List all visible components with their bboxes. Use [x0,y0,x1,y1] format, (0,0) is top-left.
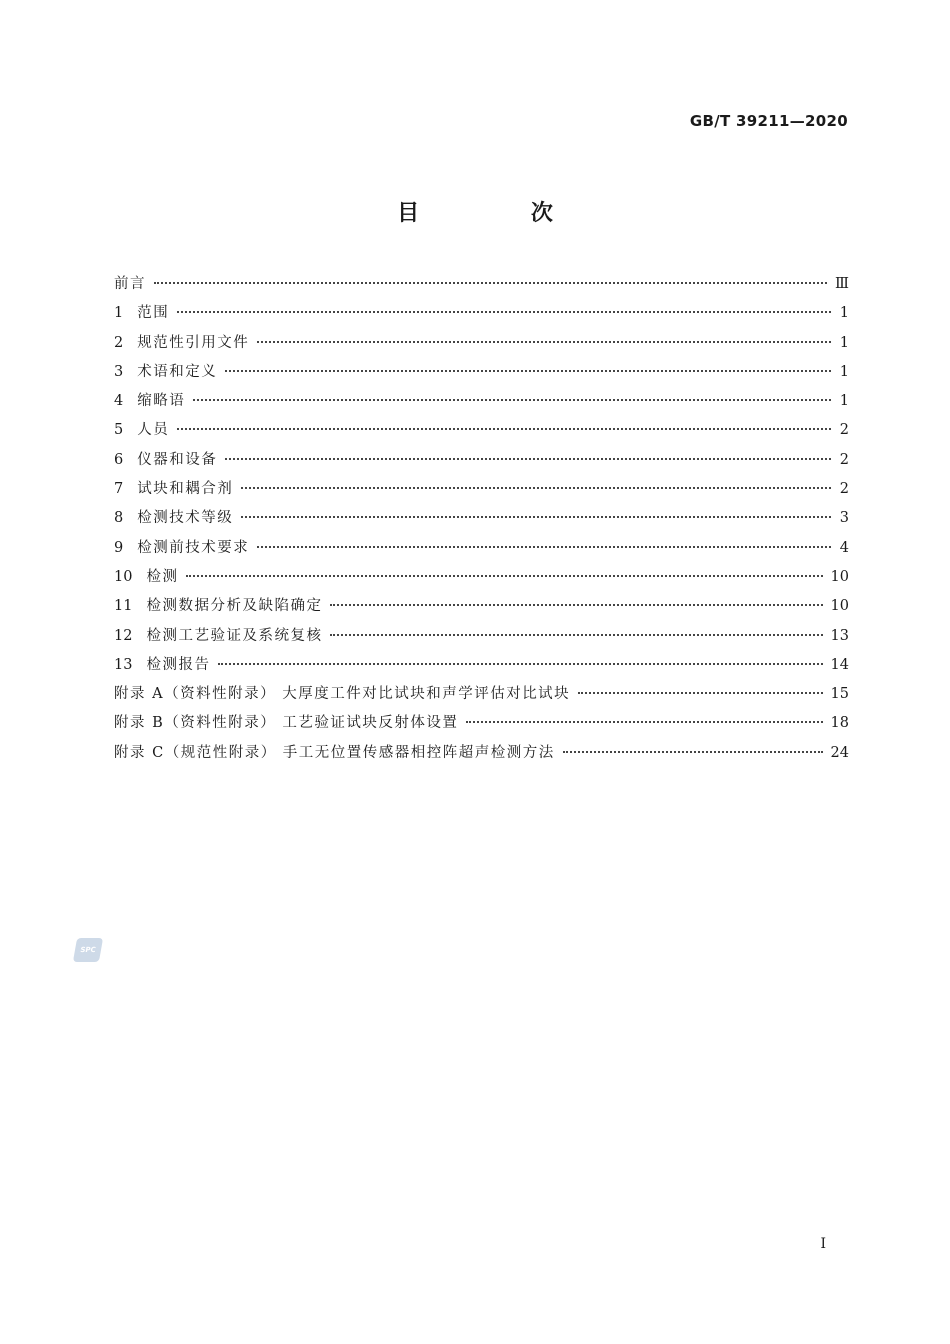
toc-entry-page: 15 [830,686,849,703]
toc-entry-label [114,534,257,563]
toc-entry-page: 3 [839,510,849,527]
toc-entry-text: 附录 C（规范性附录） 手工无位置传感器相控阵超声检测方法 [114,744,555,761]
toc-entry-label [114,387,193,416]
toc-entry-text: 人员 [137,422,170,439]
toc-entry-page: 14 [830,656,849,673]
toc-entry-text: 试块和耦合剂 [137,481,234,498]
toc-entry[interactable] [114,329,849,358]
toc-entry-page: 4 [839,539,849,556]
toc-leader-dots [186,574,822,577]
toc-entry-page: 1 [839,393,849,410]
toc-entry-text: 缩略语 [137,393,186,410]
toc-entry-page: 18 [830,715,849,732]
toc-entry-page: 1 [839,305,849,322]
toc-leader-dots [154,281,827,284]
toc-entry-label [114,680,578,709]
toc-entry-label [114,651,218,680]
toc-entry[interactable] [114,534,849,563]
toc-leader-dots [466,720,822,723]
toc-entry[interactable] [114,475,849,504]
toc-entry-page: 2 [839,451,849,468]
toc-entry-text: 前言 [114,276,146,292]
toc-entry-page: 1 [839,363,849,380]
toc-entry-number: 2 [114,334,124,351]
toc-entry[interactable] [114,651,849,680]
toc-entry[interactable] [114,416,849,445]
toc-entry-number: 7 [114,481,124,498]
toc-entry[interactable] [114,622,849,651]
toc-entry-text: 检测报告 [146,656,211,673]
toc-leader-dots [225,369,831,372]
toc-entry-label [114,358,225,387]
toc-entry-label [114,416,177,445]
toc-entry-label [114,270,154,299]
toc-entry[interactable] [114,446,849,475]
toc-entry-page: 13 [830,627,849,644]
logo-text: SPC [79,946,97,954]
toc-entry-label [114,563,186,592]
toc-title: 目 次 [397,201,605,226]
toc-entry-number: 12 [114,627,133,644]
toc-entry-text: 范围 [137,305,170,322]
toc-leader-dots [257,545,831,548]
toc-leader-dots [177,310,831,313]
table-of-contents [114,270,849,768]
toc-entry-number: 4 [114,393,124,410]
toc-leader-dots [225,457,831,460]
toc-entry-number: 6 [114,451,124,468]
toc-entry[interactable] [114,592,849,621]
toc-entry[interactable] [114,358,849,387]
toc-entry[interactable] [114,563,849,592]
toc-leader-dots [330,633,822,636]
toc-entry[interactable] [114,739,849,768]
toc-entry-text: 检测技术等级 [137,510,234,527]
toc-entry-text: 术语和定义 [137,363,218,380]
toc-entry[interactable] [114,299,849,328]
toc-entry[interactable] [114,709,849,738]
toc-entry-label [114,739,563,768]
toc-leader-dots [241,486,831,489]
toc-leader-dots [241,515,831,518]
toc-entry-text: 检测数据分析及缺陷确定 [146,598,323,615]
toc-entry-label [114,329,257,358]
toc-leader-dots [578,691,822,694]
toc-entry-page: 10 [830,598,849,615]
toc-entry-number: 1 [114,305,124,322]
toc-leader-dots [563,750,823,753]
toc-leader-dots [177,427,831,430]
toc-entry-text: 规范性引用文件 [137,334,250,351]
toc-entry-number: 9 [114,539,124,556]
toc-entry-label [114,622,330,651]
toc-entry-page: Ⅲ [835,276,849,292]
spc-logo [73,938,103,962]
toc-entry-text: 仪器和设备 [137,451,218,468]
toc-entry-page: 1 [839,334,849,351]
toc-leader-dots [257,340,831,343]
toc-entry-text: 检测 [146,568,179,585]
toc-entry[interactable] [114,680,849,709]
toc-entry-text: 检测前技术要求 [137,539,250,556]
toc-entry-label [114,504,241,533]
toc-entry-label [114,475,241,504]
toc-entry-number: 5 [114,422,124,439]
toc-entry-page: 2 [839,481,849,498]
standard-number: GB/T 39211—2020 [689,112,848,130]
toc-entry[interactable] [114,387,849,416]
toc-entry-number: 10 [114,568,133,585]
toc-entry-label [114,592,330,621]
toc-entry-page: 2 [839,422,849,439]
toc-entry-number: 3 [114,363,124,380]
toc-leader-dots [330,603,822,606]
toc-entry-text: 附录 B（资料性附录） 工艺验证试块反射体设置 [114,715,459,732]
toc-entry[interactable] [114,270,849,299]
toc-entry-label [114,709,466,738]
toc-entry-number: 8 [114,510,124,527]
toc-entry-page: 24 [830,744,849,761]
toc-entry-number: 11 [114,598,133,615]
toc-entry-text: 附录 A（资料性附录） 大厚度工件对比试块和声学评估对比试块 [114,686,571,703]
toc-leader-dots [218,662,822,665]
page-number: Ⅰ [820,1236,826,1252]
toc-entry[interactable] [114,504,849,533]
toc-entry-page: 10 [830,568,849,585]
toc-entry-label [114,299,177,328]
toc-entry-text: 检测工艺验证及系统复核 [146,627,323,644]
toc-leader-dots [193,398,831,401]
toc-entry-number: 13 [114,656,133,673]
toc-entry-label [114,446,225,475]
